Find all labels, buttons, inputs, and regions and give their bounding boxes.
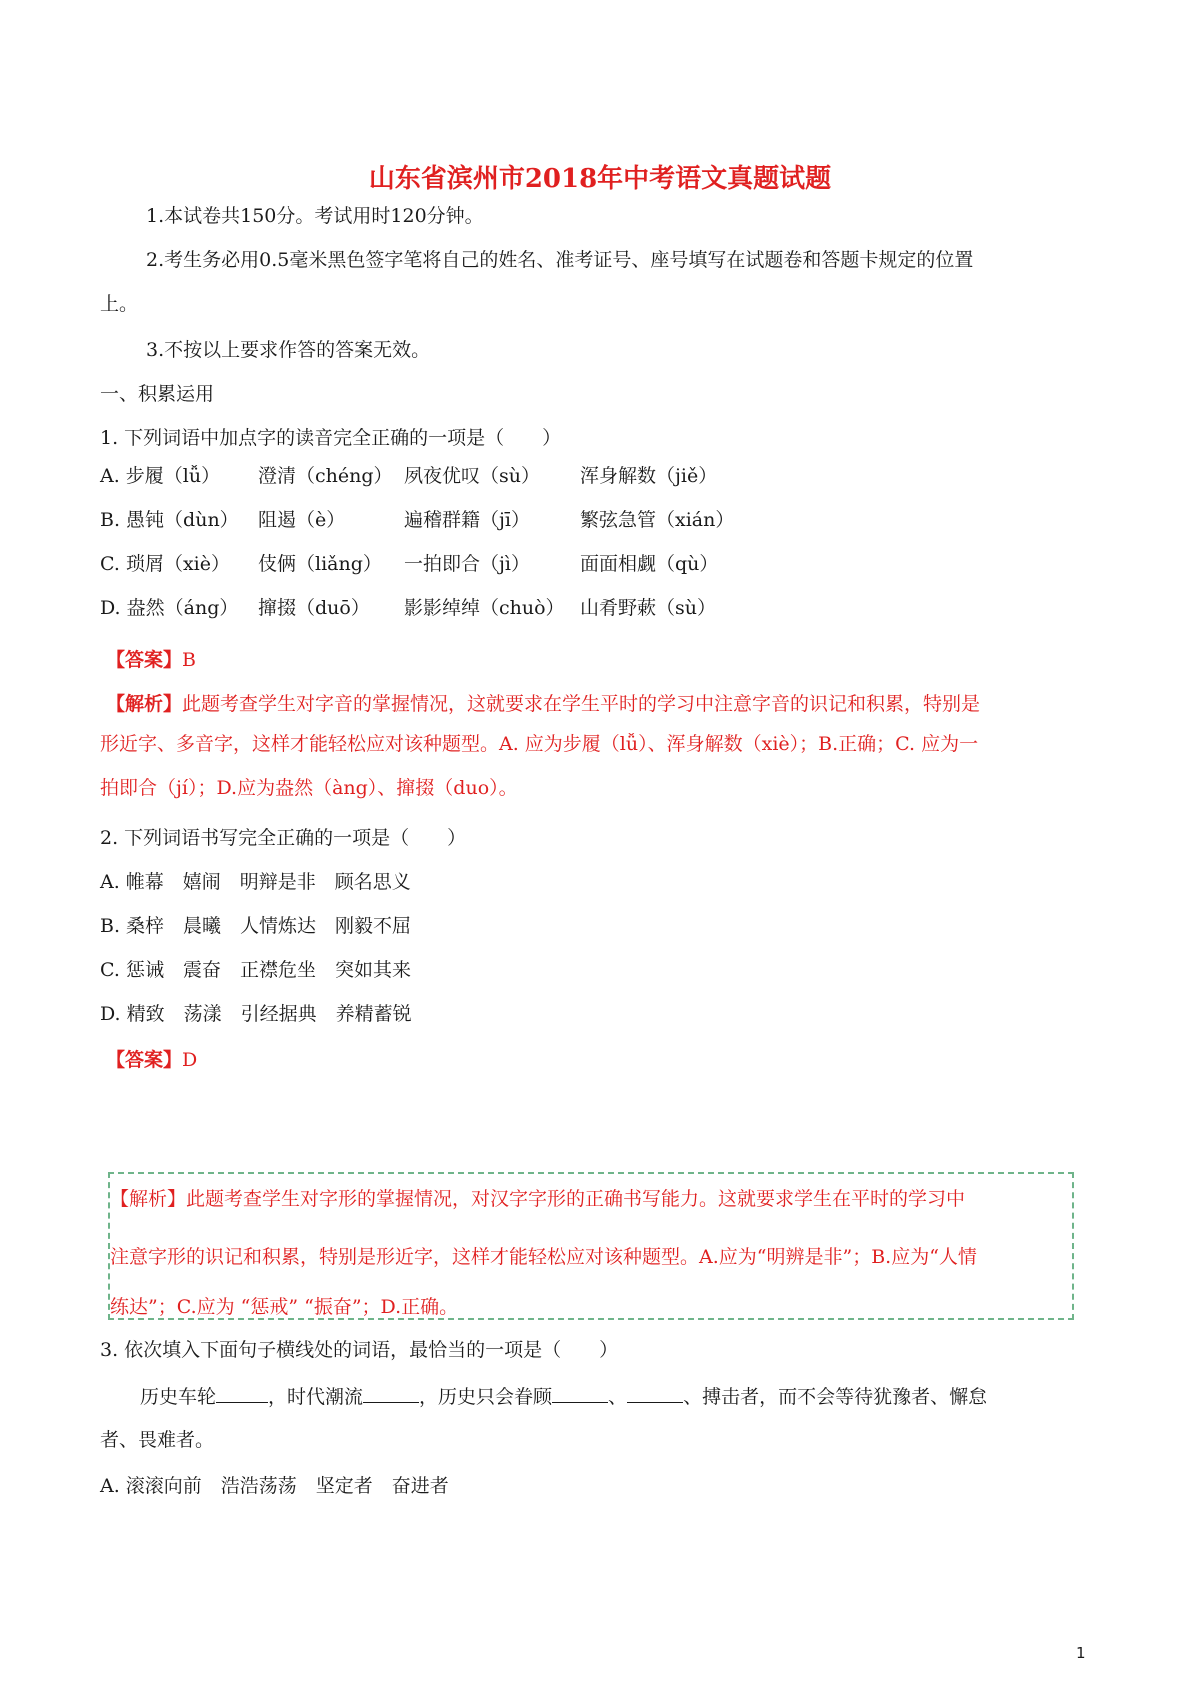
instruction-2-cont: 上。: [100, 293, 139, 315]
section-heading: 一、积累运用: [100, 383, 215, 405]
question-2-analysis-box: [108, 1172, 1074, 1320]
instruction-3: 3.不按以上要求作答的答案无效。: [146, 339, 431, 361]
option-c-word-2: 伎俩（liǎng）: [258, 553, 382, 575]
question-3-stem: 3. 依次填入下面句子横线处的词语，最恰当的一项是（ ）: [100, 1339, 619, 1361]
answer-value: B: [182, 649, 196, 671]
question-2-option-b: B. 桑梓 晨曦 人情炼达 刚毅不屈: [100, 915, 412, 937]
question-3-sentence-cont: 者、畏难者。: [100, 1429, 215, 1451]
sentence-part-5: 、搏击者，而不会等待犹豫者、懈怠: [683, 1386, 988, 1408]
analysis-text: 此题考查学生对字音的掌握情况，这就要求在学生平时的学习中注意字音的识记和积累，特别是: [182, 693, 981, 715]
question-2-analysis-line-1: [110, 1184, 965, 1211]
instruction-2: 2.考生务必用0.5毫米黑色签字笔将自己的姓名、准考证号、座号填写在试题卷和答题卡规定的位置: [146, 249, 974, 271]
option-b-word-3: 遍稽群籍（jī）: [404, 509, 530, 531]
question-1-analysis-line-3: 拍即合（jí）；D.应为盎然（àng）、撺掇（duo）。: [100, 777, 518, 799]
question-2-option-c: C. 惩诫 震奋 正襟危坐 突如其来: [100, 959, 411, 981]
sentence-part-1: 历史车轮: [140, 1386, 217, 1408]
option-c-word-1: C. 琐屑（xiè）: [100, 553, 230, 575]
fill-blank-3: [552, 1384, 608, 1403]
sentence-part-3: ，历史只会眷顾: [419, 1386, 553, 1408]
option-b-word-1: B. 愚钝（dùn）: [100, 509, 239, 531]
question-1-analysis-line-1: [106, 692, 980, 716]
question-3-option-a: A. 滚滚向前 浩浩荡荡 坚定者 奋进者: [100, 1475, 449, 1497]
option-b-word-4: 繁弦急管（xián）: [580, 509, 735, 531]
option-a-word-3: 夙夜优叹（sù）: [404, 465, 540, 487]
question-2-option-a: A. 帷幕 嬉闹 明辩是非 顾名思义: [100, 871, 411, 893]
option-c-word-4: 面面相觑（qù）: [580, 553, 719, 575]
option-d-word-4: 山肴野蔌（sù）: [580, 597, 716, 619]
answer-tag: 【答案】: [106, 1049, 183, 1071]
option-d-word-1: D. 盎然（áng）: [100, 597, 239, 619]
page-title: 山东省滨州市2018年中考语文真题试题: [368, 164, 832, 194]
option-a-word-4: 浑身解数（jiě）: [580, 465, 718, 487]
page-number: 1: [1076, 1644, 1086, 1662]
analysis-tag: 【解析】: [110, 1188, 187, 1210]
fill-blank-1: [216, 1384, 268, 1403]
option-d-word-3: 影影绰绰（chuò）: [404, 597, 565, 619]
question-2-analysis-line-3: 练达”；C.应为 “惩戒” “振奋”；D.正确。: [110, 1296, 459, 1318]
analysis-tag: 【解析】: [106, 693, 183, 715]
question-2-stem: 2. 下列词语书写完全正确的一项是（ ）: [100, 827, 467, 849]
sentence-part-4: 、: [608, 1386, 628, 1408]
question-2-option-d: D. 精致 荡漾 引经据典 养精蓄锐: [100, 1003, 412, 1025]
fill-blank-2: [363, 1384, 419, 1403]
option-d-word-2: 撺掇（duō）: [258, 597, 370, 619]
question-2-analysis-line-2: 注意字形的识记和积累，特别是形近字，这样才能轻松应对该种题型。A.应为“明辨是非”；B.应为“人情: [110, 1246, 977, 1268]
question-1-analysis-line-2: 形近字、多音字，这样才能轻松应对该种题型。A. 应为步履（lǚ）、浑身解数（xiè）；B.正确；C. 应为一: [100, 733, 979, 755]
question-1-stem: 1. 下列词语中加点字的读音完全正确的一项是（ ）: [100, 427, 562, 449]
instruction-1: 1.本试卷共150分。考试用时120分钟。: [146, 205, 484, 227]
fill-blank-4: [627, 1384, 683, 1403]
option-a-word-2: 澄清（chéng）: [258, 465, 393, 487]
answer-value: D: [182, 1049, 198, 1071]
answer-tag: 【答案】: [106, 649, 183, 671]
analysis-text: 此题考查学生对字形的掌握情况，对汉字字形的正确书写能力。这就要求学生在平时的学习中: [186, 1188, 966, 1210]
question-2-answer: [106, 1048, 197, 1072]
sentence-part-2: ，时代潮流: [268, 1386, 364, 1408]
option-b-word-2: 阻遏（è）: [258, 509, 346, 531]
option-a-word-1: A. 步履（lǚ）: [100, 465, 221, 487]
option-c-word-3: 一拍即合（jì）: [404, 553, 530, 575]
question-3-sentence: [140, 1384, 987, 1409]
question-1-answer: [106, 648, 196, 672]
